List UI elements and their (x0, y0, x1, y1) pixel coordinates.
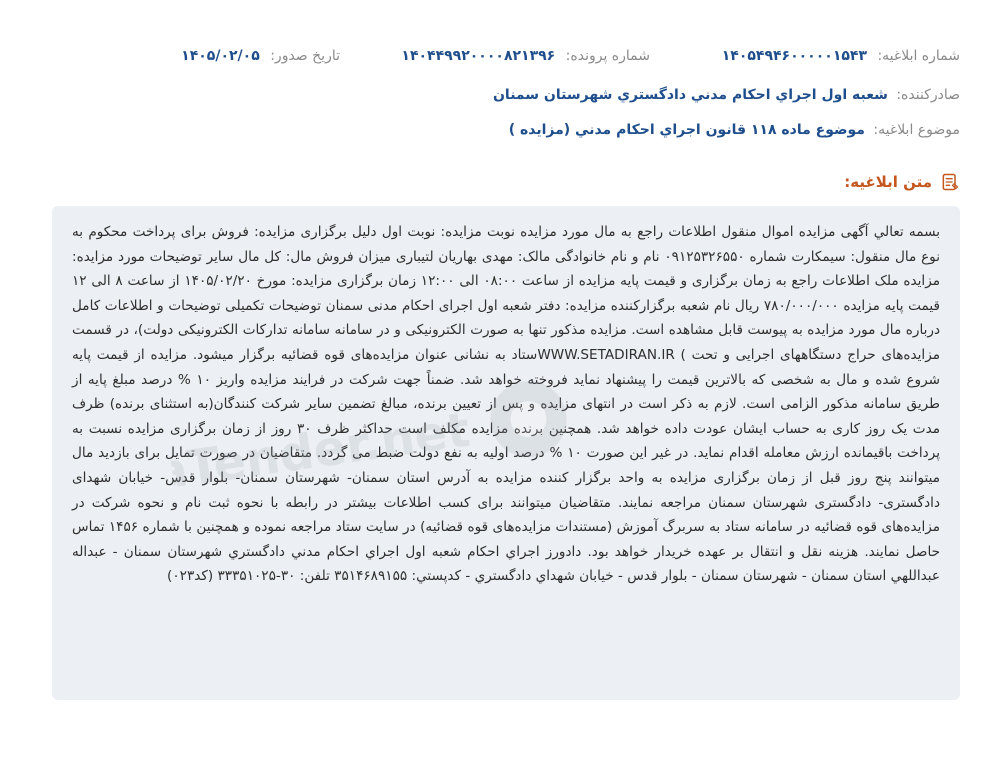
issue-date-value: ۱۴۰۵/۰۲/۰۵ (181, 48, 260, 64)
notice-number (722, 48, 960, 64)
header-meta-row (40, 48, 960, 72)
notice-number-label: شماره ابلاغیه: (877, 48, 960, 64)
document-text-icon (940, 172, 960, 192)
subject-line (40, 122, 960, 138)
case-number (401, 48, 650, 64)
case-number-label: شماره پرونده: (565, 48, 650, 64)
notice-text-box (52, 206, 960, 700)
section-title-label: متن ابلاغیه: (844, 173, 932, 191)
issuer-line (40, 87, 960, 103)
case-number-value: ۱۴۰۴۴۹۹۲۰۰۰۰۸۲۱۳۹۶ (401, 48, 556, 64)
issuer-label: صادرکننده: (896, 87, 960, 103)
notice-body-text: بسمه تعالي آگهی مزایده اموال منقول اطلاعات راجع به مال مورد مزایده نوبت مزایده: نوبت اول دلیل برگزاری مزایده: فروش برای پرداخت محکوم به نوع مال منقول: سیمکارت شماره ۰۹۱۲۵۳۲۶۵۵۰ نام و نام خانوادگی مالک: مهدی بهاریان لتیباری میزان فروش مال: کل مال سایر توضیحات مورد مزایده: مزایده ملک اطلاعات راجع به زمان برگزاری و قیمت پایه مزایده از ساعت ۰۸:۰۰ الی ۱۲:۰۰ زمان برگزاری مزایده: مورخ ۱۴۰۵/۰۲/۲۰ از ساعت ۸ الی ۱۲ قیمت پایه مزایده ۷۸۰/۰۰۰/۰۰۰ ریال نام شعبه برگزارکننده مزایده: دفتر شعبه اول اجرای احکام مدنی سمنان توضیحات تکمیلی توضیحات و اطلاعات کامل درباره مال مورد مزایده به پیوست قابل مشاهده است. مزایده مذکور تنها به صورت الکترونیکی و در سامانه سامانه تدارکات الکترونیکی دولت)، در قسمت مزایده‌های حراج دستگاههای اجرایی و تحت ) WWW.SETADIRAN.IRستاد به نشانی عنوان مزایده‌های قوه قضائیه برگزار میشود. مزایده از قیمت پایه شروع شده و مال به شخصی که بالاترین قیمت را پیشنهاد نماید فروخته خواهد شد. ضمناً جهت شرکت در فرایند مزایده واریز ۱۰ % درصد مبلغ پایه از طریق سامانه مذکور الزامی است. لازم به ذکر است در انتهای مزایده و پس از تعیین برنده، مبالغ تضمین سایر شرکت کنندگان(به استثنای برنده) ظرف مدت یک روز کاری به حساب ایشان عودت داده خواهد شد. همچنین برنده مزایده مکلف است حداکثر ظرف ۳۰ روز از زمان برگزاری مزایده نسبت به پرداخت باقیمانده ارزش معامله اقدام نماید. در غیر این صورت ۱۰ % درصد اولیه به نفع دولت ضبط می گردد. متقاضیان در صورت تمایل برای بازدید مال میتوانند پنج روز قبل از زمان برگزاری مزایده به واحد برگزار کننده مزایده به آدرس استان سمنان- شهرستان سمنان- بلوار قدس- خیابان شهدای دادگستری- دادگستری شهرستان سمنان مراجعه نمایند. متقاضیان میتوانند برای کسب اطلاعات بیشتر در رابطه با نحوه ثبت نام و نحوه شرکت در مزایده‌های قوه قضائیه در سامانه ستاد به سربرگ آموزش (مستندات مزایده‌های قوه قضائیه) در سایت ستاد مراجعه نموده و همچنین با شماره ۱۴۵۶ تماس حاصل نمایند. هزینه نقل و انتقال بر عهده خریدار خواهد بود. دادورز اجراي احكام شعبه اول اجراي احكام مدني دادگستري شهرستان سمنان - عبداله عبداللهي استان سمنان - شهرستان سمنان - بلوار قدس - خيابان شهداي دادگستري - كدپستي: ۳۵۱۴۶۸۹۱۵۵ تلفن: ۳۰-۳۳۳۵۱۰۲۵ (كد۰۲۳) (72, 224, 941, 585)
subject-label: موضوع ابلاغیه: (873, 122, 960, 138)
issuer-value: شعبه اول اجراي احكام مدني دادگستري شهرستان سمنان (492, 87, 888, 103)
notice-text-section-title (844, 172, 960, 192)
issue-date-label: تاریخ صدور: (270, 48, 340, 64)
subject-value: موضوع ماده ۱۱۸ قانون اجراي احكام مدني (مزايده ) (508, 122, 865, 138)
issue-date (181, 48, 340, 64)
notice-number-value: ۱۴۰۵۴۹۴۶۰۰۰۰۰۱۵۴۳ (721, 48, 867, 64)
